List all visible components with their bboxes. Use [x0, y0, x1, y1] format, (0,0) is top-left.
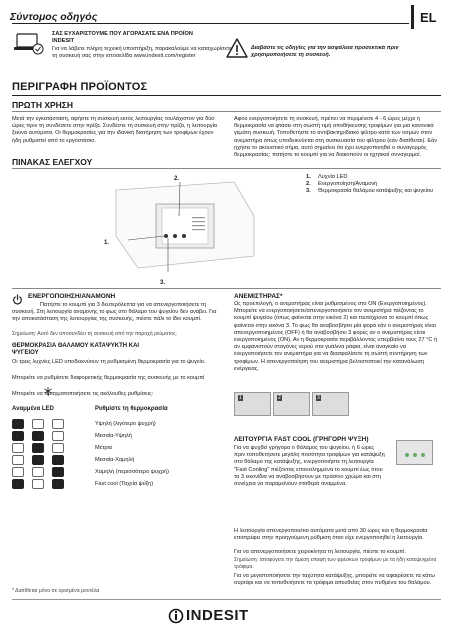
led-indicator	[52, 467, 64, 477]
led-indicator	[32, 467, 44, 477]
led-indicator	[12, 431, 24, 441]
led-table-row	[12, 442, 169, 454]
led-indicators	[12, 478, 92, 490]
fan-figure: 1	[234, 392, 271, 416]
led-indicator	[52, 443, 64, 453]
fan-figure: 2	[273, 392, 310, 416]
led-table-row	[12, 478, 169, 490]
header-divider	[12, 23, 409, 24]
fast-cool-body-1: Για να ψυχθεί γρήγορα ο θάλαμος του ψυγείου, ή 6 ώρες πριν τοποθετήσετε μεγάλη ποσότητα τροφίμων για κατάψυξη στο θάλαμο της κατάψυξης, ενεργοποιήστε τη λειτουργία "Fast Cooling" πιέζοντας επανειλημμένα το κουμπί έως ότου τα 3 εικονίδια να αναβοσβήσουν με πράσινο χρώμα και στη συνέχεια να παραμείνουν σταθερά αναμμένα.	[234, 445, 385, 488]
temperature-setting-label: Υψηλή (λιγότερο ψυχρή)	[95, 421, 156, 427]
led-indicator	[32, 455, 44, 465]
header-bar	[411, 5, 414, 29]
led-indicator	[52, 431, 64, 441]
fan-title: ΑΝΕΜΙΣΤΗΡΑΣ*	[234, 293, 283, 300]
temperature-body-1: Οι τρεις λυχνίες LED υποδεικνύουν τη ρυθμισμένη θερμοκρασία για το ψυγείο.	[12, 359, 206, 365]
led-indicator	[32, 479, 44, 489]
leds-column-header: Αναμμένα LED	[12, 406, 54, 412]
footer-divider	[12, 599, 441, 600]
brand-name: INDESIT	[186, 607, 249, 624]
led-table-row	[12, 430, 169, 442]
control-panel-title: ΠΙΝΑΚΑΣ ΕΛΕΓΧΟΥ	[12, 157, 93, 167]
led-table	[12, 418, 169, 490]
temperature-setting-label: Μεσαία-Χαμηλή	[95, 457, 135, 463]
control-panel-divider	[12, 168, 441, 169]
temperature-setting-label: Fast cool (Ταχεία ψύξη)	[95, 481, 154, 487]
fan-figure: 3	[312, 392, 349, 416]
legend-item: 2. Ενεργοποίηση/Αναμονή	[306, 181, 378, 187]
led-indicators	[12, 430, 92, 442]
temperature-body-2: Μπορείτε να ρυθμίσετε διαφορετικής θερμοκρασία της συσκευής με το κουμπί	[12, 375, 205, 381]
legend-item: 1. Λυχνία LED	[306, 174, 348, 180]
section-divider	[12, 95, 441, 96]
led-indicator	[32, 443, 44, 453]
registration-icon	[14, 32, 44, 56]
led-indicators	[12, 454, 92, 466]
led-indicator	[32, 431, 44, 441]
first-use-right-text: Αφού ενεργοποιήσετε τη συσκευή, πρέπει να περιμένετε 4 - 6 ώρες μέχρι η θερμοκρασία να φτάσει στη σωστή τιμή αποθήκευσης τροφίμων για μια κανονικά γεμάτη συσκευή. Τοποθετήστε το αντιβακτηριδιακό φίλτρο κατά των οσμών στον ανεμιστήρα όπως υποδεικνύεται στη συσκευασία του φίλτρου (εάν διατίθεται). Εάν ηχήσει το ακουστικό σήμα, αυτό σημαίνει ότι έχει ενεργοποιηθεί ο συναγερμός θερμοκρασίας: πατήστε το κουμπί για να διακοπούν οι ηχητικοί συναγερμοί.	[234, 116, 438, 159]
safety-warning-text: Διαβάστε τις οδηγίες για την ασφάλεια προσεκτικά πριν χρησιμοποιήσετε τη συσκευή.	[251, 45, 399, 59]
led-indicator	[52, 419, 64, 429]
led-indicators	[12, 442, 92, 454]
first-use-left-text: Μετά την εγκατάσταση, αφήστε τη συσκευή εκτός λειτουργίας τουλάχιστον για δύο ώρες πριν τη συνδέσετε στην πρίζα. Συνδέστε τη συσκευή στην πρίζα, η λειτουργία ξεκινά αυτόματα. Οι θερμοκρασίες για την ιδανική διατήρηση των τροφίμων έχουν ήδη ρυθμιστεί από το εργοστάσιο.	[12, 116, 218, 144]
led-indicators	[12, 418, 92, 430]
on-standby-note: Σημείωση: Αυτό δεν αποσυνδέει τη συσκευή από την παροχή ρεύματος.	[12, 331, 178, 337]
control-panel-illustration	[110, 176, 260, 276]
callout-3: 3.	[160, 280, 166, 286]
temperature-title: ΘΕΡΜΟΚΡΑΣΙΑ ΘΑΛΑΜΟΥ ΚΑΤΑΨΥΚΤΗ ΚΑΙ ΨΥΓΕΙΟΥ	[12, 343, 140, 356]
led-table-row	[12, 466, 169, 478]
led-indicators	[12, 466, 92, 478]
temperature-body-3: Μπορείτε να πραγματοποιήσετε τις ακόλουθες ρυθμίσεις:	[12, 391, 154, 397]
brand-logo	[168, 607, 249, 624]
thanks-title: ΣΑΣ ΕΥΧΑΡΙΣΤΟΥΜΕ ΠΟΥ ΑΓΟΡΑΣΑΤΕ ΕΝΑ ΠΡΟΪΟΝ INDESIT	[52, 31, 193, 44]
thanks-body: Για να λάβετε πλήρη τεχνική υποστήριξη, παρακαλούμε να καταχωρίσετε τη συσκευή σας στην ιστοσελίδα www.indesit.com/register	[52, 46, 232, 60]
fast-cool-body-2: Η λειτουργία απενεργοποιείται αυτόματα μετά από 30 ώρες και η θερμοκρασία επιστρέφει στην προηγούμενη ρύθμιση όταν είχε ενεργοποιηθεί η λειτουργία.	[234, 528, 428, 542]
callout-1: 1.	[104, 240, 110, 246]
legend-item: 3. Θερμοκρασία θαλάμου κατάψυξης και ψυγείου	[306, 188, 434, 194]
led-indicator	[52, 455, 64, 465]
language-code: EL	[420, 10, 437, 25]
led-indicator	[12, 419, 24, 429]
led-indicator	[32, 419, 44, 429]
led-indicator	[12, 443, 24, 453]
middle-divider	[12, 288, 441, 289]
fan-body: Ως προεπιλογή, ο ανεμιστήρας είναι ρυθμισμένος στο ON (Ενεργοποιημένος). Μπορείτε να ενεργοποιήσετε/απενεργοποιήσετε τον ανεμιστήρα πιέζοντας το κουμπί ψυγείου (όπως φαίνεται στην εικόνα 2) και ταυτόχρονα το κουμπί όπως φαίνεται στην εικόνα 3. Το φως θα αναβοσβήσει μία φορά εάν ο ανεμιστήρας είναι απενεργοποιημένος (OFF) ή θα αναβοσβήσει 3 φορές αν ο ανεμιστήρας είναι ενεργοποιημένος (ON). Αν η θερμοκρασία περιβάλλοντος υπερβαίνει τους 27 °C ή αν εμφανιστούν σταγόνες νερού στα γυάλινα ράφια, είναι αναγκαίο να ενεργοποιήσετε τον ανεμιστήρα για να διασφαλίσετε τη σωστή συντήρηση των τροφίμων. Η απενεργοποίηση του ανεμιστήρα βελτιστοποιεί την κατανάλωση ενέργειας.	[234, 301, 438, 372]
footnote: * Διατίθεται μόνο σε ορισμένα μοντέλα	[12, 588, 100, 594]
guide-title: Σύντομος οδηγός	[10, 11, 98, 23]
led-indicator	[52, 479, 64, 489]
led-indicator	[12, 479, 24, 489]
on-standby-title: ΕΝΕΡΓΟΠΟΙΗΣΗ/ΑΝΑΜΟΝΗ	[28, 293, 116, 300]
fast-cool-title: ΛΕΙΤΟΥΡΓΙΑ FAST COOL (ΓΡΗΓΟΡΗ ΨΥΞΗ)	[234, 436, 369, 443]
fast-cool-note: Σημείωση: αποφύγετε την άμεση επαφή των φρέσκων τροφίμων με τα ήδη κατεψυγμένα τρόφιμα.	[234, 557, 437, 570]
fast-cool-body-4: Για να μεγιστοποιήσετε την ταχύτητα κατάψυξης, μπορείτε να αφαιρέσετε τα κάτω συρτάρι και να τοποθετήσετε τα τρόφιμα απευθείας στον πυθμένα του θαλάμου.	[234, 573, 435, 587]
fast-cool-figure	[396, 440, 433, 465]
temperature-setting-label: Χαμηλή (περισσότερο ψυχρή)	[95, 469, 170, 475]
led-table-row	[12, 418, 169, 430]
temperature-setting-label: Μεσαία-Υψηλή	[95, 433, 132, 439]
on-standby-body: Πατήστε το κουμπί για 3 δευτερόλεπτα για να απενεργοποιήσετε τη συσκευή. Στη λειτουργία αναμονής το φως στο θάλαμο του ψυγείου δεν ανάβει. Για την αποκατάσταση της λειτουργίας της συσκευής, πιέστε πάλι το ίδιο κουμπί.	[12, 302, 217, 323]
led-table-row	[12, 454, 169, 466]
product-description-title: ΠΕΡΙΓΡΑΦΗ ΠΡΟΪΟΝΤΟΣ	[12, 81, 148, 93]
temperature-setting-label: Μέτρια	[95, 445, 113, 451]
warning-icon	[226, 38, 248, 63]
control-panel-legend	[306, 174, 446, 195]
first-use-divider	[12, 111, 441, 112]
callout-2: 2.	[174, 176, 180, 182]
fast-cool-body-3: Για να απενεργοποιήσετε χειροκίνητα τη λειτουργία, πιέστε το κουμπί.	[234, 549, 406, 555]
fan-figures	[234, 392, 349, 416]
led-indicator	[12, 455, 24, 465]
first-use-title: ΠΡΩΤΗ ΧΡΗΣΗ	[12, 100, 74, 110]
led-indicator	[12, 467, 24, 477]
setting-column-header: Ρυθμίστε τη θερμοκρασία	[95, 406, 168, 412]
brand-logo-icon	[168, 608, 184, 624]
